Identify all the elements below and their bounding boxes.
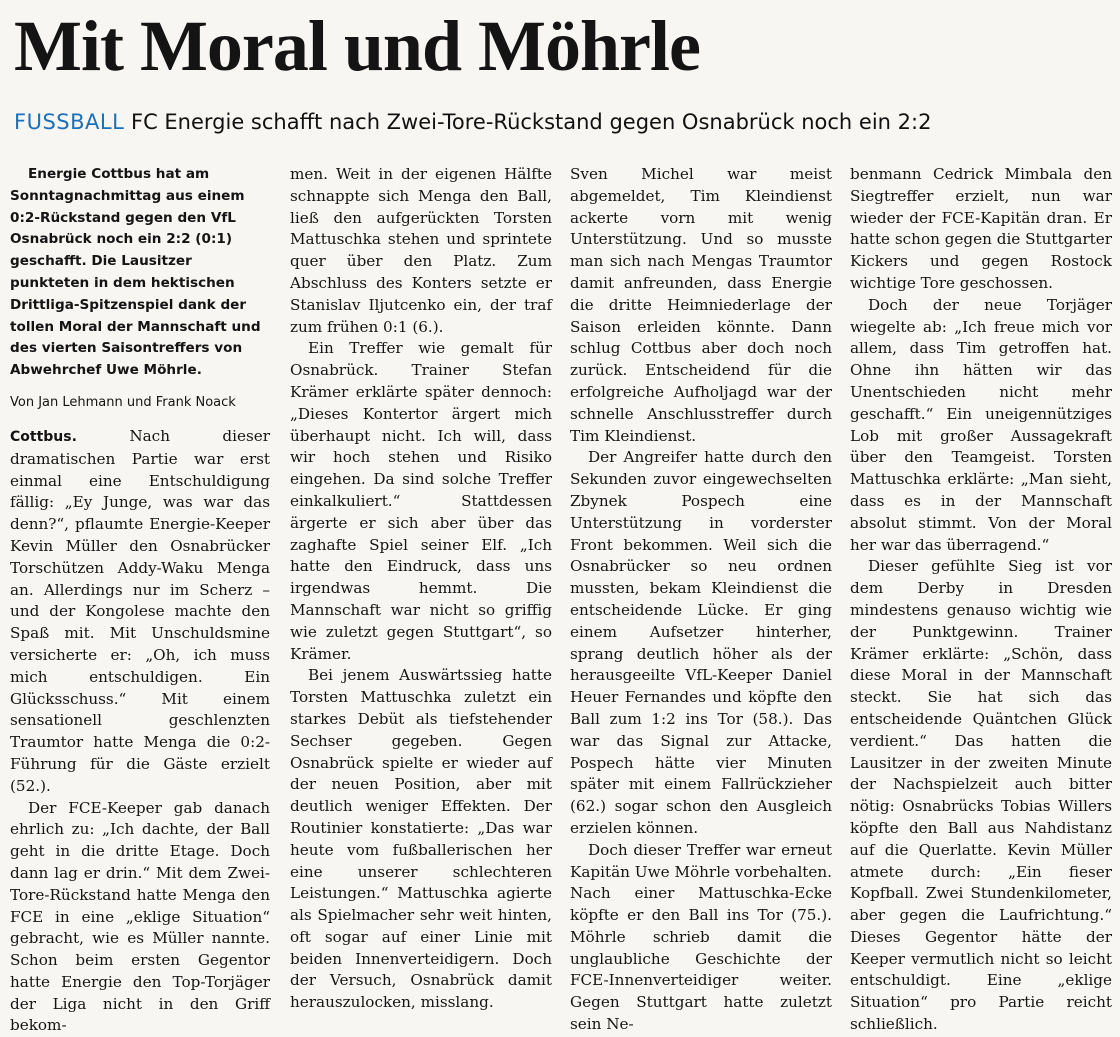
article-column-1: [10, 164, 270, 1035]
paragraph: men. Weit in der eigenen Hälfte schnappte sich Menga den Ball, ließ den aufgerückten Torsten Mattuschka stehen und sprintete quer über den Platz. Zum Abschluss des Konters setzte er Stanislav Iljutcenko ein, der traf zum frühen 0:1 (6.).: [290, 165, 552, 336]
paragraph: Der Angreifer hatte durch den Sekunden zuvor eingewechselten Zbynek Pospech eine Unterstützung in vorderster Front bekommen. Weil sich die Osnabrücker so neu ordnen mussten, bekam Kleindienst die entscheidende Lücke. Er ging einem Aufsetzer hinterher, sprang deutlich höher als der herausgeeilte VfL-Keeper Daniel Heuer Fernandes und köpfte den Ball zum 1:2 ins Tor (58.). Das war das Signal zur Attacke, Pospech hätte vier Minuten später mit einem Fallrückzieher (62.) sogar schon den Ausgleich erzielen können.: [570, 448, 832, 837]
paragraph: Der FCE-Keeper gab danach ehrlich zu: „Ich dachte, der Ball geht in die dritte Etage. Doch dann lag er drin.“ Mit dem Zwei-Tore-Rückstand hatte Menga den FCE in eine „eklige Situation“ gebracht, wie es Müller nannte. Schon beim ersten Gegentor hatte Energie den Top-Torjäger der Liga nicht in den Griff bekom-: [10, 798, 270, 1035]
section-kicker: FUSSBALL: [14, 110, 125, 134]
paragraph: Bei jenem Auswärtssieg hatte Torsten Mattuschka zuletzt ein starkes Debüt als tiefstehender Sechser gegeben. Gegen Osnabrück spielte er wieder auf der neuen Position, aber mit deutlich weniger Effekten. Der Routinier konstatierte: „Das war heute vom fußballerischen her eine unserer schlechteren Leistungen.“ Mattuschka agierte als Spielmacher sehr weit hinten, oft sogar auf einer Linie mit beiden Innenverteidigern. Doch der Versuch, Osnabrück damit herauszulocken, misslang.: [290, 666, 552, 1012]
article-column-4: [850, 164, 1112, 1034]
article-column-2: [290, 164, 552, 1012]
paragraph: Ein Treffer wie gemalt für Osnabrück. Trainer Stefan Krämer erklärte später dennoch: „Dieses Kontertor ärgert mich überhaupt nicht. Ich will, dass wir hoch stehen und Risiko eingehen. Da sind solche Treffer einkalkuliert.“ Stattdessen ärgerte er sich aber über das zaghafte Spiel seiner Elf. „Ich hatte den Eindruck, dass uns irgendwas hemmt. Die Mannschaft war nicht so griffig wie zuletzt gegen Stuttgart“, so Krämer.: [290, 339, 552, 663]
paragraph: Sven Michel war meist abgemeldet, Tim Kleindienst ackerte vorn mit wenig Unterstützung. Und so musste man sich nach Mengas Traumtor damit anfreunden, dass Energie die dritte Heimniederlage der Saison erleiden könnte. Dann schlug Cottbus aber doch noch zurück. Entscheidend für die erfolgreiche Aufholjagd war der schnelle Anschlusstreffer durch Tim Kleindienst.: [570, 165, 832, 445]
byline: Von Jan Lehmann und Frank Noack: [10, 394, 236, 410]
subline: [14, 106, 1114, 138]
dateline: Cottbus.: [10, 428, 77, 445]
article-lead: Energie Cottbus hat am Sonntagnachmittag aus einem 0:2-Rückstand gegen den VfL Osnabrück noch ein 2:2 (0:1) geschafft. Die Lausitzer punkteten in dem hektischen Drittliga-Spitzenspiel dank der tollen Moral der Mannschaft und des vierten Saisontreffers von Abwehrchef Uwe Möhrle.: [10, 166, 261, 379]
paragraph: Dieser gefühlte Sieg ist vor dem Derby in Dresden mindestens genauso wichtig wie der Punktgewinn. Trainer Krämer erklärte: „Schön, dass diese Moral in der Mannschaft steckt. Sie hat sich das entscheidende Quäntchen Glück verdient.“ Das hatten die Lausitzer in der zweiten Minute der Nachspielzeit auch bitter nötig: Osnabrücks Tobias Willers köpfte den Ball aus Nahdistanz auf die Querlatte. Kevin Müller atmete durch: „Ein fieser Kopfball. Zwei Stundenkilometer, aber gegen die Laufrichtung.“ Dieses Gegentor hätte der Keeper vermutlich nicht so leicht entschuldigt. Eine „eklige Situation“ pro Partie reicht schließlich.: [850, 557, 1112, 1034]
headline: Mit Moral und Möhrle: [14, 6, 700, 86]
paragraph-text: Nach dieser dramatischen Partie war erst einmal eine Entschuldigung fällig: „Ey Junge, was war das denn?“, pflaumte Energie-Keeper Kevin Müller den Osnabrücker Torschützen Addy-Waku Menga an. Allerdings nur im Scherz – und der Kongolese machte den Spaß mit. Mit Unschuldsmine versicherte er: „Oh, ich muss mich entschuldigen. Ein Glücksschuss.“ Mit einem sensationell geschlenzten Traumtor hatte Menga die 0:2-Führung für die Gäste erzielt (52.).: [10, 426, 270, 795]
paragraph: Doch dieser Treffer war erneut Kapitän Uwe Möhrle vorbehalten. Nach einer Mattuschka-Ecke köpfte er den Ball ins Tor (75.). Möhrle schrieb damit die unglaubliche Geschichte der FCE-Innenverteidiger weiter. Gegen Stuttgart hatte zuletzt sein Ne-: [570, 840, 832, 1034]
article-column-3: [570, 164, 832, 1034]
paragraph: [10, 426, 270, 798]
paragraph: Doch der neue Torjäger wiegelte ab: „Ich freue mich vor allem, dass Tim getroffen hat. Ohne ihn hätten wir das Unentschieden nicht mehr geschafft.“ Ein uneigennütziges Lob mit großer Aussagekraft über den Teamgeist. Torsten Mattuschka erklärte: „Man sieht, dass es in der Mannschaft absolut stimmt. Von der Moral her war das überragend.“: [850, 295, 1112, 554]
subtitle: FC Energie schafft nach Zwei-Tore-Rückstand gegen Osnabrück noch ein 2:2: [130, 110, 932, 134]
paragraph: benmann Cedrick Mimbala den Siegtreffer erzielt, nun war wieder der FCE-Kapitän dran. Er hatte schon gegen die Stuttgarter Kickers und gegen Rostock wichtige Tore geschossen.: [850, 165, 1112, 292]
